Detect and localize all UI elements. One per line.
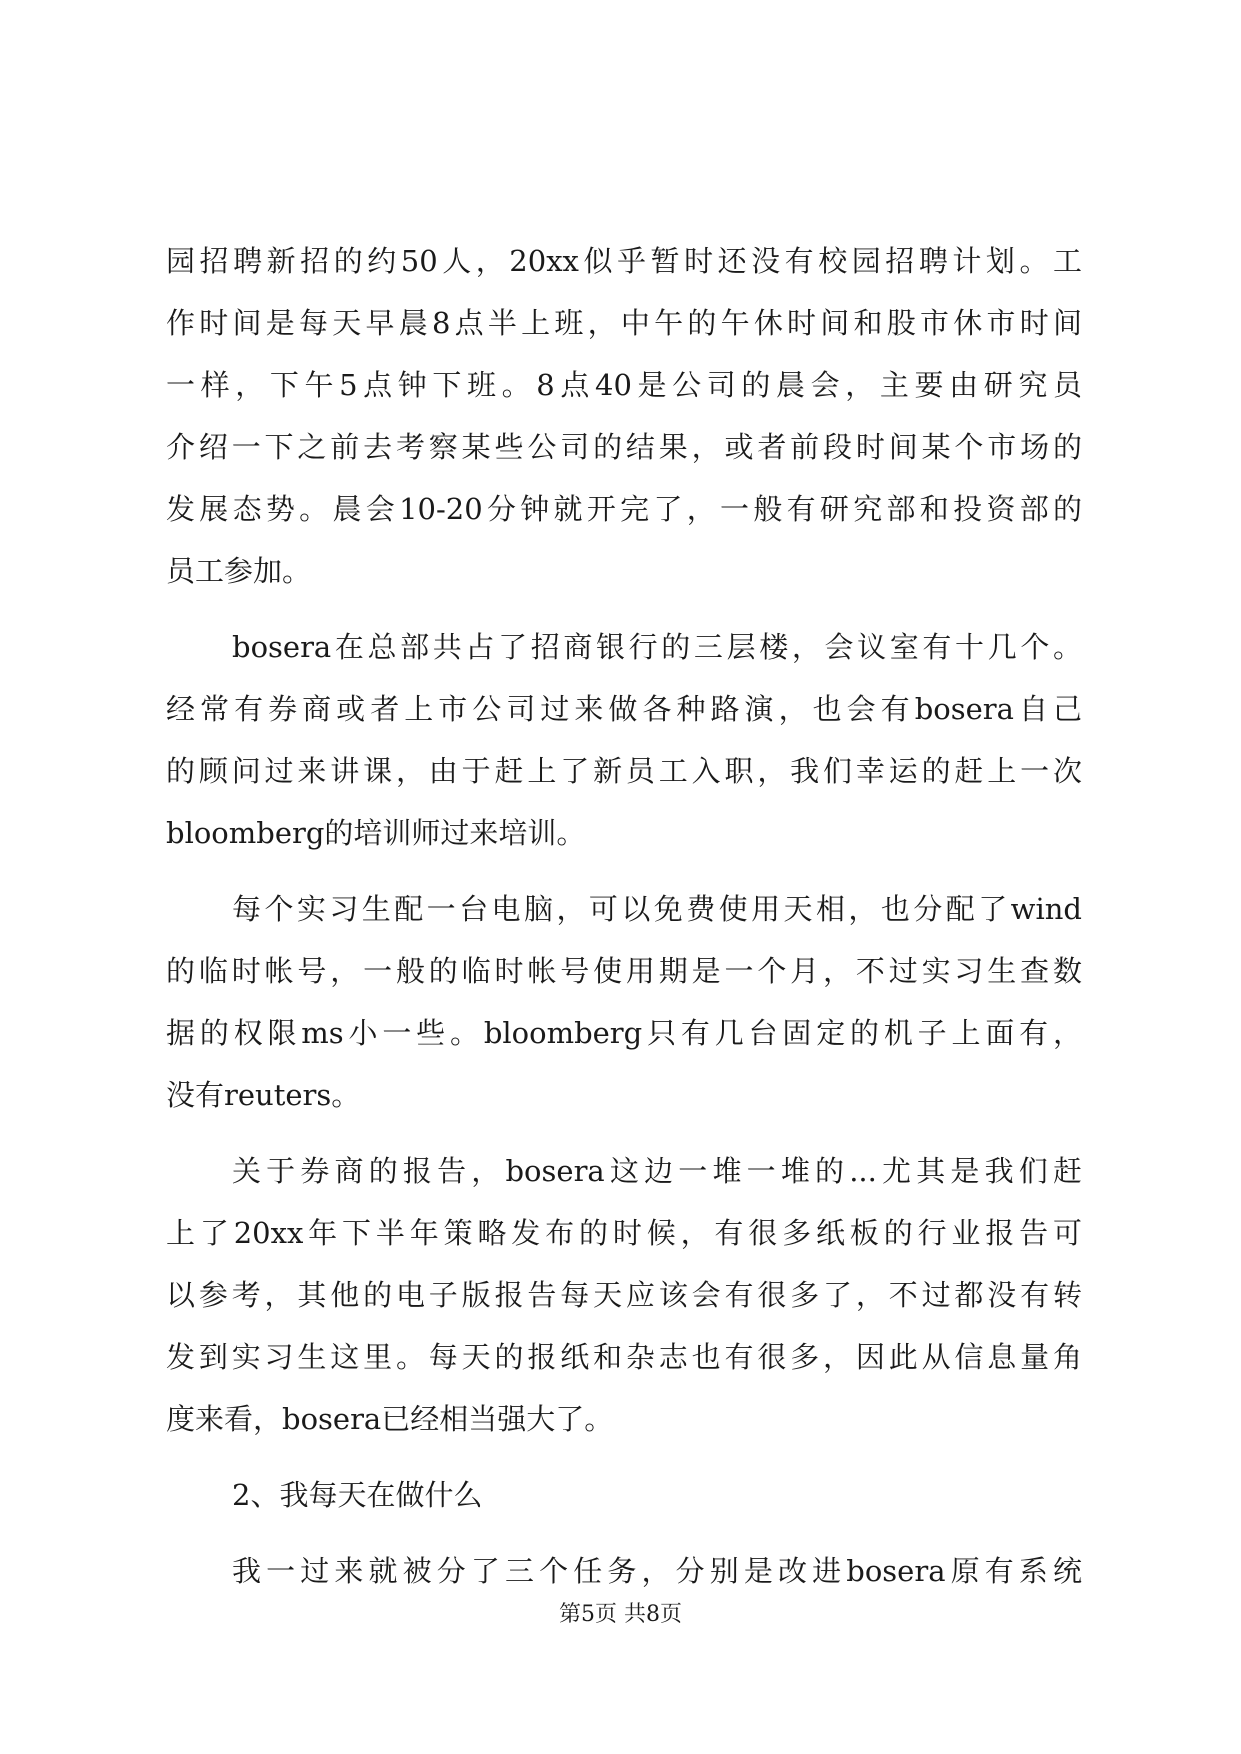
paragraph	[166, 1540, 1082, 1602]
text-line: 的顾问过来讲课，由于赶上了新员工入职，我们幸运的赶上一次	[166, 754, 1082, 788]
text-line: 上了20xx年下半年策略发布的时候，有很多纸板的行业报告可	[166, 1216, 1082, 1250]
text-line: 我一过来就被分了三个任务，分别是改进bosera原有系统	[232, 1554, 1082, 1588]
text-line: 员工参加。	[166, 554, 312, 588]
text-line: 作时间是每天早晨8点半上班，中午的午休时间和股市休市时间	[166, 306, 1082, 340]
page-number-footer: 第5页 共8页	[559, 1602, 682, 1627]
text-line: 度来看，bosera已经相当强大了。	[166, 1402, 614, 1436]
text-line: 关于券商的报告，bosera这边一堆一堆的...尤其是我们赶	[232, 1154, 1082, 1188]
text-line: 发到实习生这里。每天的报纸和杂志也有很多，因此从信息量角	[166, 1340, 1082, 1374]
text-line: 介绍一下之前去考察某些公司的结果，或者前段时间某个市场的	[166, 430, 1082, 464]
paragraph	[166, 230, 1082, 602]
text-line: 一样，下午5点钟下班。8点40是公司的晨会，主要由研究员	[166, 368, 1082, 402]
text-line: bloomberg的培训师过来培训。	[166, 816, 586, 850]
text-line: 的临时帐号，一般的临时帐号使用期是一个月，不过实习生查数	[166, 954, 1082, 988]
text-line: 经常有券商或者上市公司过来做各种路演，也会有bosera自己	[166, 692, 1082, 726]
text-line: 2、我每天在做什么	[232, 1478, 483, 1512]
section-heading	[166, 1464, 1082, 1526]
paragraph	[166, 878, 1082, 1126]
paragraph	[166, 616, 1082, 864]
text-line: 没有reuters。	[166, 1078, 361, 1112]
text-line: bosera在总部共占了招商银行的三层楼，会议室有十几个。	[232, 630, 1082, 664]
text-line: 发展态势。晨会10-20分钟就开完了，一般有研究部和投资部的	[166, 492, 1082, 526]
paragraph	[166, 1140, 1082, 1450]
document-body	[166, 230, 1082, 1602]
text-line: 据的权限ms小一些。bloomberg只有几台固定的机子上面有，	[166, 1016, 1082, 1050]
text-line: 以参考，其他的电子版报告每天应该会有很多了，不过都没有转	[166, 1278, 1082, 1312]
text-line: 园招聘新招的约50人，20xx似乎暂时还没有校园招聘计划。工	[166, 244, 1082, 278]
text-line: 每个实习生配一台电脑，可以免费使用天相，也分配了wind	[232, 892, 1082, 926]
